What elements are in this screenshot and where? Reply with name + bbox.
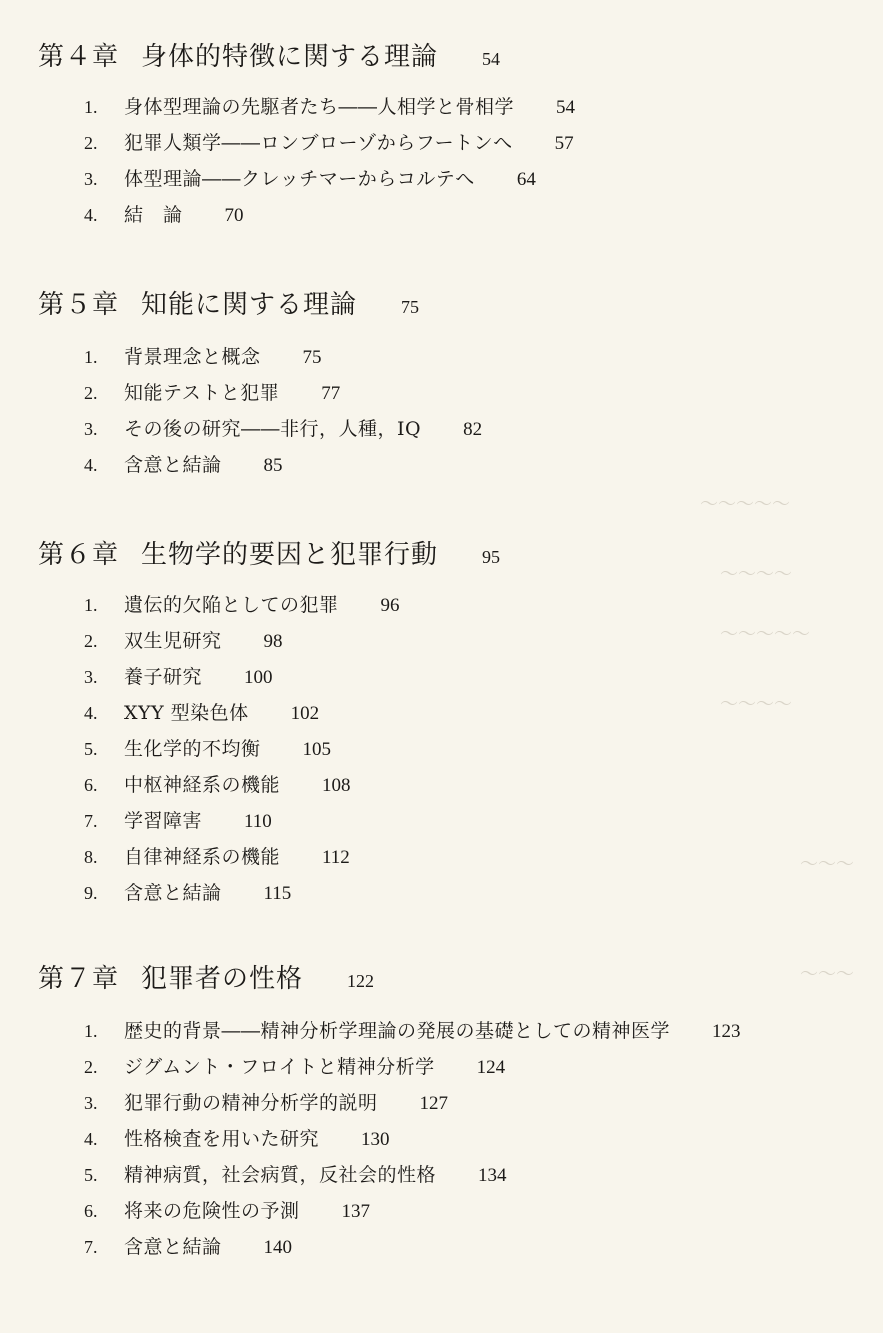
toc-entry: [84, 1124, 390, 1154]
entry-number: 5.: [84, 739, 98, 759]
entry-number: 7.: [84, 1237, 98, 1257]
entry-page: 54: [556, 97, 576, 118]
entry-title: 自律神経系の機能: [124, 846, 281, 868]
toc-entry: [84, 842, 350, 872]
entry-title: 精神病質，社会病質，反社会的性格: [124, 1164, 437, 1186]
entry-number: 4.: [84, 703, 98, 723]
chapter-heading: [38, 534, 500, 574]
entry-page: 77: [321, 383, 341, 404]
entry-number: 4.: [84, 455, 98, 475]
chapter-label: 第５章: [38, 290, 120, 320]
entry-page: 112: [322, 847, 350, 868]
entry-title: 学習障害: [124, 810, 203, 832]
entry-title: 性格検査を用いた研究: [124, 1128, 320, 1150]
entry-number: 3.: [84, 1093, 98, 1113]
entry-number: 2.: [84, 1057, 98, 1077]
toc-entry: [84, 806, 272, 836]
bleed-through-text: ～～～: [800, 964, 854, 985]
chapter-heading: [38, 284, 419, 324]
chapter-page: 75: [401, 297, 420, 317]
entry-title: 背景理念と概念: [124, 346, 261, 368]
entry-page: 137: [341, 1201, 371, 1222]
entry-title: 将来の危険性の予測: [124, 1200, 300, 1222]
toc-entry: [84, 1088, 448, 1118]
chapter-title: 身体的特徴に関する理論: [141, 42, 439, 72]
chapter-heading: [38, 958, 374, 998]
entry-number: 8.: [84, 847, 98, 867]
chapter-page: 122: [347, 971, 375, 991]
entry-number: 4.: [84, 205, 98, 225]
chapter-heading: [38, 36, 500, 76]
entry-number: 1.: [84, 1021, 98, 1041]
bleed-through-text: ～～～: [800, 854, 854, 875]
toc-entry: [84, 1160, 507, 1190]
entry-title: ジグムント・フロイトと精神分析学: [124, 1056, 435, 1078]
entry-title: 体型理論――クレッチマーからコルテへ: [124, 168, 475, 190]
entry-page: 127: [419, 1093, 449, 1114]
chapter-label: 第４章: [38, 42, 120, 72]
toc-entry: [84, 200, 244, 230]
toc-entry: [84, 698, 319, 728]
toc-entry: [84, 734, 331, 764]
entry-page: 134: [478, 1165, 507, 1186]
entry-title: 遺伝的欠陥としての犯罪: [124, 594, 339, 616]
entry-number: 6.: [84, 1201, 98, 1221]
entry-page: 96: [380, 595, 400, 616]
chapter-label: 第７章: [38, 964, 120, 994]
toc-entry: [84, 128, 574, 158]
toc-entry: [84, 378, 340, 408]
chapter-title: 知能に関する理論: [141, 290, 358, 320]
toc-entry: [84, 1232, 292, 1262]
entry-number: 3.: [84, 419, 98, 439]
entry-page: 130: [361, 1129, 390, 1150]
entry-number: 2.: [84, 631, 98, 651]
chapter-page: 54: [482, 49, 501, 69]
entry-title: その後の研究――非行，人種，IQ: [124, 418, 422, 440]
toc-entry: [84, 1016, 741, 1046]
entry-page: 57: [554, 133, 574, 154]
entry-number: 9.: [84, 883, 98, 903]
entry-page: 102: [290, 703, 320, 724]
chapter-title: 犯罪者の性格: [141, 964, 304, 994]
entry-page: 75: [302, 347, 322, 368]
entry-number: 1.: [84, 595, 98, 615]
entry-page: 123: [712, 1021, 741, 1042]
entry-page: 64: [516, 169, 536, 190]
entry-page: 140: [263, 1237, 293, 1258]
entry-page: 105: [302, 739, 332, 760]
entry-number: 6.: [84, 775, 98, 795]
entry-title: 犯罪行動の精神分析学的説明: [124, 1092, 378, 1114]
entry-number: 5.: [84, 1165, 98, 1185]
entry-page: 98: [263, 631, 283, 652]
toc-entry: [84, 92, 575, 122]
entry-number: 7.: [84, 811, 98, 831]
chapter-label: 第６章: [38, 540, 120, 570]
entry-title: 結 論: [124, 204, 183, 226]
toc-entry: [84, 450, 283, 480]
toc-entry: [84, 342, 322, 372]
entry-page: 82: [463, 419, 483, 440]
entry-title: XYY 型染色体: [124, 702, 249, 724]
bleed-through-text: ～～～～～: [720, 624, 810, 645]
entry-number: 1.: [84, 347, 98, 367]
chapter-page: 95: [482, 547, 501, 567]
entry-page: 100: [244, 667, 273, 688]
entry-number: 4.: [84, 1129, 98, 1149]
entry-title: 歴史的背景――精神分析学理論の発展の基礎としての精神医学: [124, 1020, 671, 1042]
toc-entry: [84, 590, 400, 620]
entry-page: 115: [263, 883, 292, 904]
toc-entry: [84, 770, 351, 800]
chapter-title: 生物学的要因と犯罪行動: [141, 540, 439, 570]
toc-entry: [84, 878, 291, 908]
entry-number: 2.: [84, 383, 98, 403]
entry-title: 含意と結論: [124, 454, 222, 476]
entry-number: 3.: [84, 169, 98, 189]
entry-title: 知能テストと犯罪: [124, 382, 280, 404]
bleed-through-text: ～～～～: [720, 694, 792, 715]
entry-page: 70: [224, 205, 244, 226]
toc-entry: [84, 626, 283, 656]
toc-entry: [84, 1196, 370, 1226]
entry-title: 中枢神経系の機能: [124, 774, 281, 796]
toc-entry: [84, 164, 536, 194]
entry-title: 含意と結論: [124, 882, 222, 904]
entry-page: 85: [263, 455, 283, 476]
entry-number: 1.: [84, 97, 98, 117]
entry-number: 3.: [84, 667, 98, 687]
entry-page: 110: [244, 811, 272, 832]
entry-number: 2.: [84, 133, 98, 153]
entry-page: 108: [322, 775, 351, 796]
entry-title: 双生児研究: [124, 630, 222, 652]
entry-title: 含意と結論: [124, 1236, 222, 1258]
bleed-through-text: ～～～～～: [700, 494, 790, 515]
toc-entry: [84, 662, 273, 692]
entry-title: 生化学的不均衡: [124, 738, 261, 760]
entry-title: 養子研究: [124, 666, 203, 688]
entry-title: 犯罪人類学――ロンブローゾからフートンへ: [124, 132, 513, 154]
entry-title: 身体型理論の先駆者たち――人相学と骨相学: [124, 96, 515, 118]
bleed-through-text: ～～～～: [720, 564, 792, 585]
toc-entry: [84, 1052, 505, 1082]
entry-page: 124: [476, 1057, 506, 1078]
toc-entry: [84, 414, 482, 444]
